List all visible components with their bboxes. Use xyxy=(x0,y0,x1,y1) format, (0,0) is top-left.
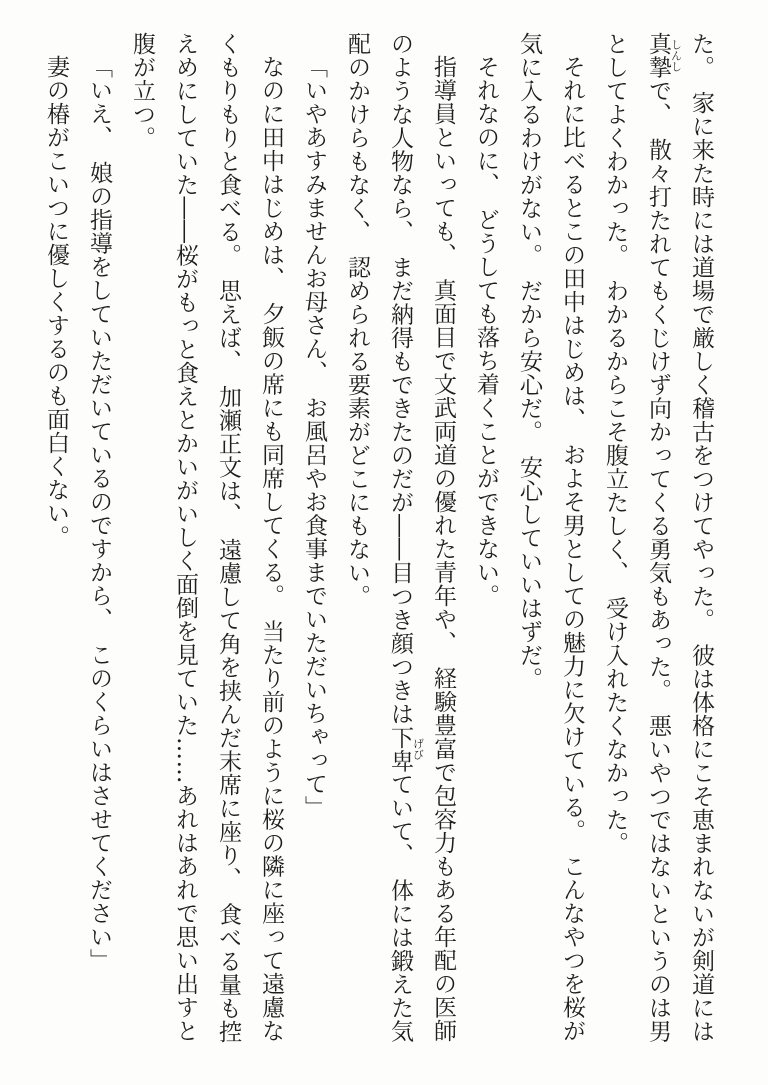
paragraph: 指導員といっても、 真面目で文武両道の優れた青年や、 経験豊富で包容力もある年配の医師のような人物なら、 まだ納得もできたのだが――目つき顔つきは下卑げびていて、 体には鍛えた気配のかけらもなく、 認められる要素がどこにもない。 xyxy=(344,32,456,1043)
paragraph: それなのに、 どうしても落ち着くことができない。 xyxy=(473,55,499,608)
furigana: しんし xyxy=(669,32,683,79)
furigana: げび xyxy=(411,725,425,773)
paragraph: 妻の椿がこいつに優しくするのも面白くない。 xyxy=(43,55,69,549)
paragraph: た。 家に来た時には道場で厳しく稽古をつけてやった。 彼は体格にこそ恵まれないが剣道には真摯しんしで、 散々打たれてもくじけず向かってくる勇気もあった。 悪いやつではないというのは男としてよくわかった。 わかるからこそ腹立たしく、 受け入れたくなかった。 xyxy=(602,32,714,1043)
paragraph: 「いやあすみませんお母さん、 お風呂やお食事までいただいちゃって」 xyxy=(301,55,327,819)
paragraph: なのに田中はじめは、 夕飯の席にも同席してくる。 当たり前のように桜の隣に座って遠慮なくもりもりと食べる。 思えば、 加瀬正文は、 遠慮して角を挟んだ末席に座り、 食べる量も控えめにしていた――桜がもっと食えとかいがいしく面倒を見ていた……あれはあれで思い出すと腹が立つ。 xyxy=(129,32,284,1044)
ruby-annotated-word: 真摯しんし xyxy=(645,32,683,79)
paragraph: それに比べるとこの田中はじめは、 およそ男としての魅力に欠けている。 こんなやつを桜が気に入るわけがない。 だから安心だ。 安心していいはずだ。 xyxy=(516,32,585,1043)
paragraph: 「いえ、 娘の指導をしていただいているのですから、 このくらいはさせてください」 xyxy=(86,55,112,972)
ruby-annotated-word: 下卑げび xyxy=(387,725,425,773)
